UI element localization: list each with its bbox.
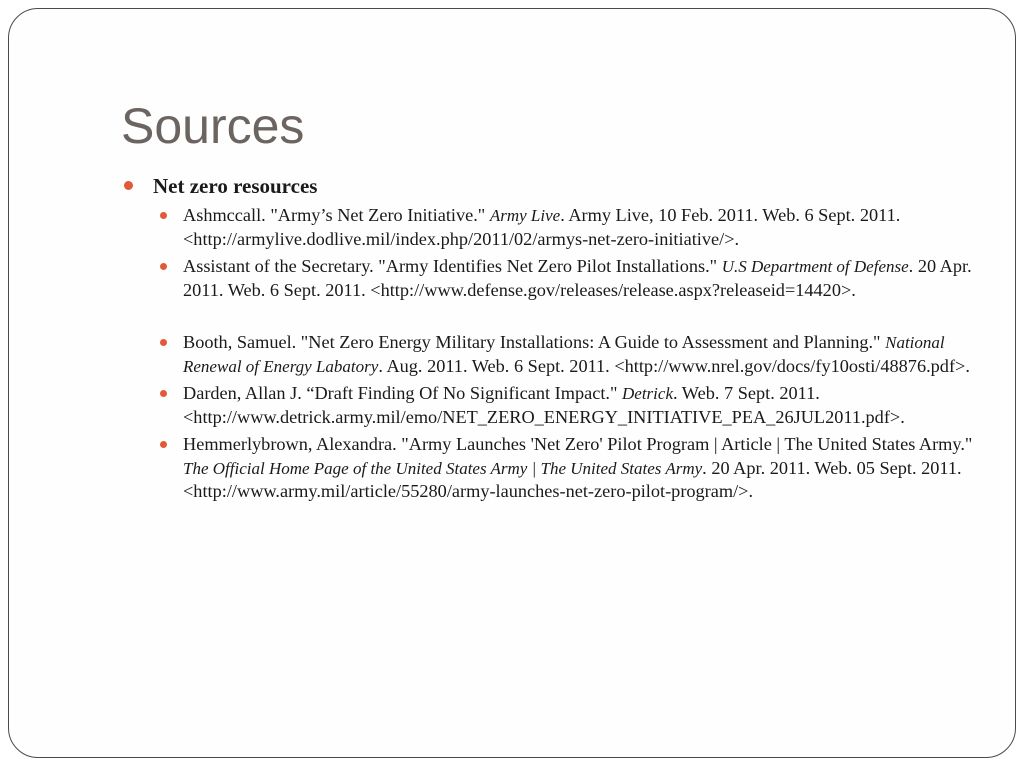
bullet-dot-icon — [160, 212, 167, 219]
bullet-dot-icon — [124, 181, 133, 190]
source-details: . Army Live, 10 Feb. 2011. Web. 6 Sept. 2011. <http://armylive.dodlive.mil/index.php/2011/02/armys-net-zero-initiative/>. — [183, 205, 901, 249]
section-heading — [124, 171, 984, 201]
source-text: Assistant of the Secretary. "Army Identifies Net Zero Pilot Installations." — [183, 256, 722, 276]
bullet-dot-icon — [160, 339, 167, 346]
source-text: Hemmerlybrown, Alexandra. "Army Launches 'Net Zero' Pilot Program | Article | The United States Army." — [183, 434, 973, 454]
bullet-dot-icon — [160, 390, 167, 397]
slide-content — [124, 171, 984, 508]
slide-title: Sources — [121, 98, 305, 154]
source-item-5 — [124, 433, 984, 504]
source-item-4 — [124, 382, 984, 429]
source-details: . Aug. 2011. Web. 6 Sept. 2011. <http://www.nrel.gov/docs/fy10osti/48876.pdf>. — [378, 355, 970, 376]
bullet-dot-icon — [160, 263, 167, 270]
source-publication: Army Live — [489, 206, 561, 225]
bullet-dot-icon — [160, 441, 167, 448]
section-heading-label: Net zero resources — [153, 174, 318, 198]
source-publication: The Official Home Page of the United States Army | The United States Army — [183, 458, 703, 478]
sources-list — [124, 204, 984, 504]
source-details: . 20 Apr. 2011. Web. 6 Sept. 2011. <http://www.defense.gov/releases/release.aspx?releaseid=14420>. — [183, 256, 972, 300]
source-text: Booth, Samuel. "Net Zero Energy Military Installations: A Guide to Assessment and Planning." — [183, 332, 886, 352]
source-details: . Web. 7 Sept. 2011. <http://www.detrick.army.mil/emo/NET_ZERO_ENERGY_INITIATIVE_PEA_26JUL2011.pdf>. — [183, 383, 905, 427]
source-item-1 — [124, 204, 984, 251]
source-publication: U.S Department of Defense — [721, 257, 909, 276]
slide-frame — [8, 8, 1016, 758]
source-text: Ashmccall. "Army’s Net Zero Initiative." — [183, 205, 490, 225]
source-item-2 — [124, 255, 984, 302]
source-publication: Detrick — [622, 384, 673, 403]
source-text: Darden, Allan J. “Draft Finding Of No Significant Impact." — [183, 383, 623, 403]
source-publication: National Renewal of Energy Labatory — [183, 333, 945, 376]
source-item-3 — [124, 331, 984, 378]
source-details: . 20 Apr. 2011. Web. 05 Sept. 2011. <http://www.army.mil/article/55280/army-launches-net-zero-pilot-program/>. — [183, 457, 962, 501]
